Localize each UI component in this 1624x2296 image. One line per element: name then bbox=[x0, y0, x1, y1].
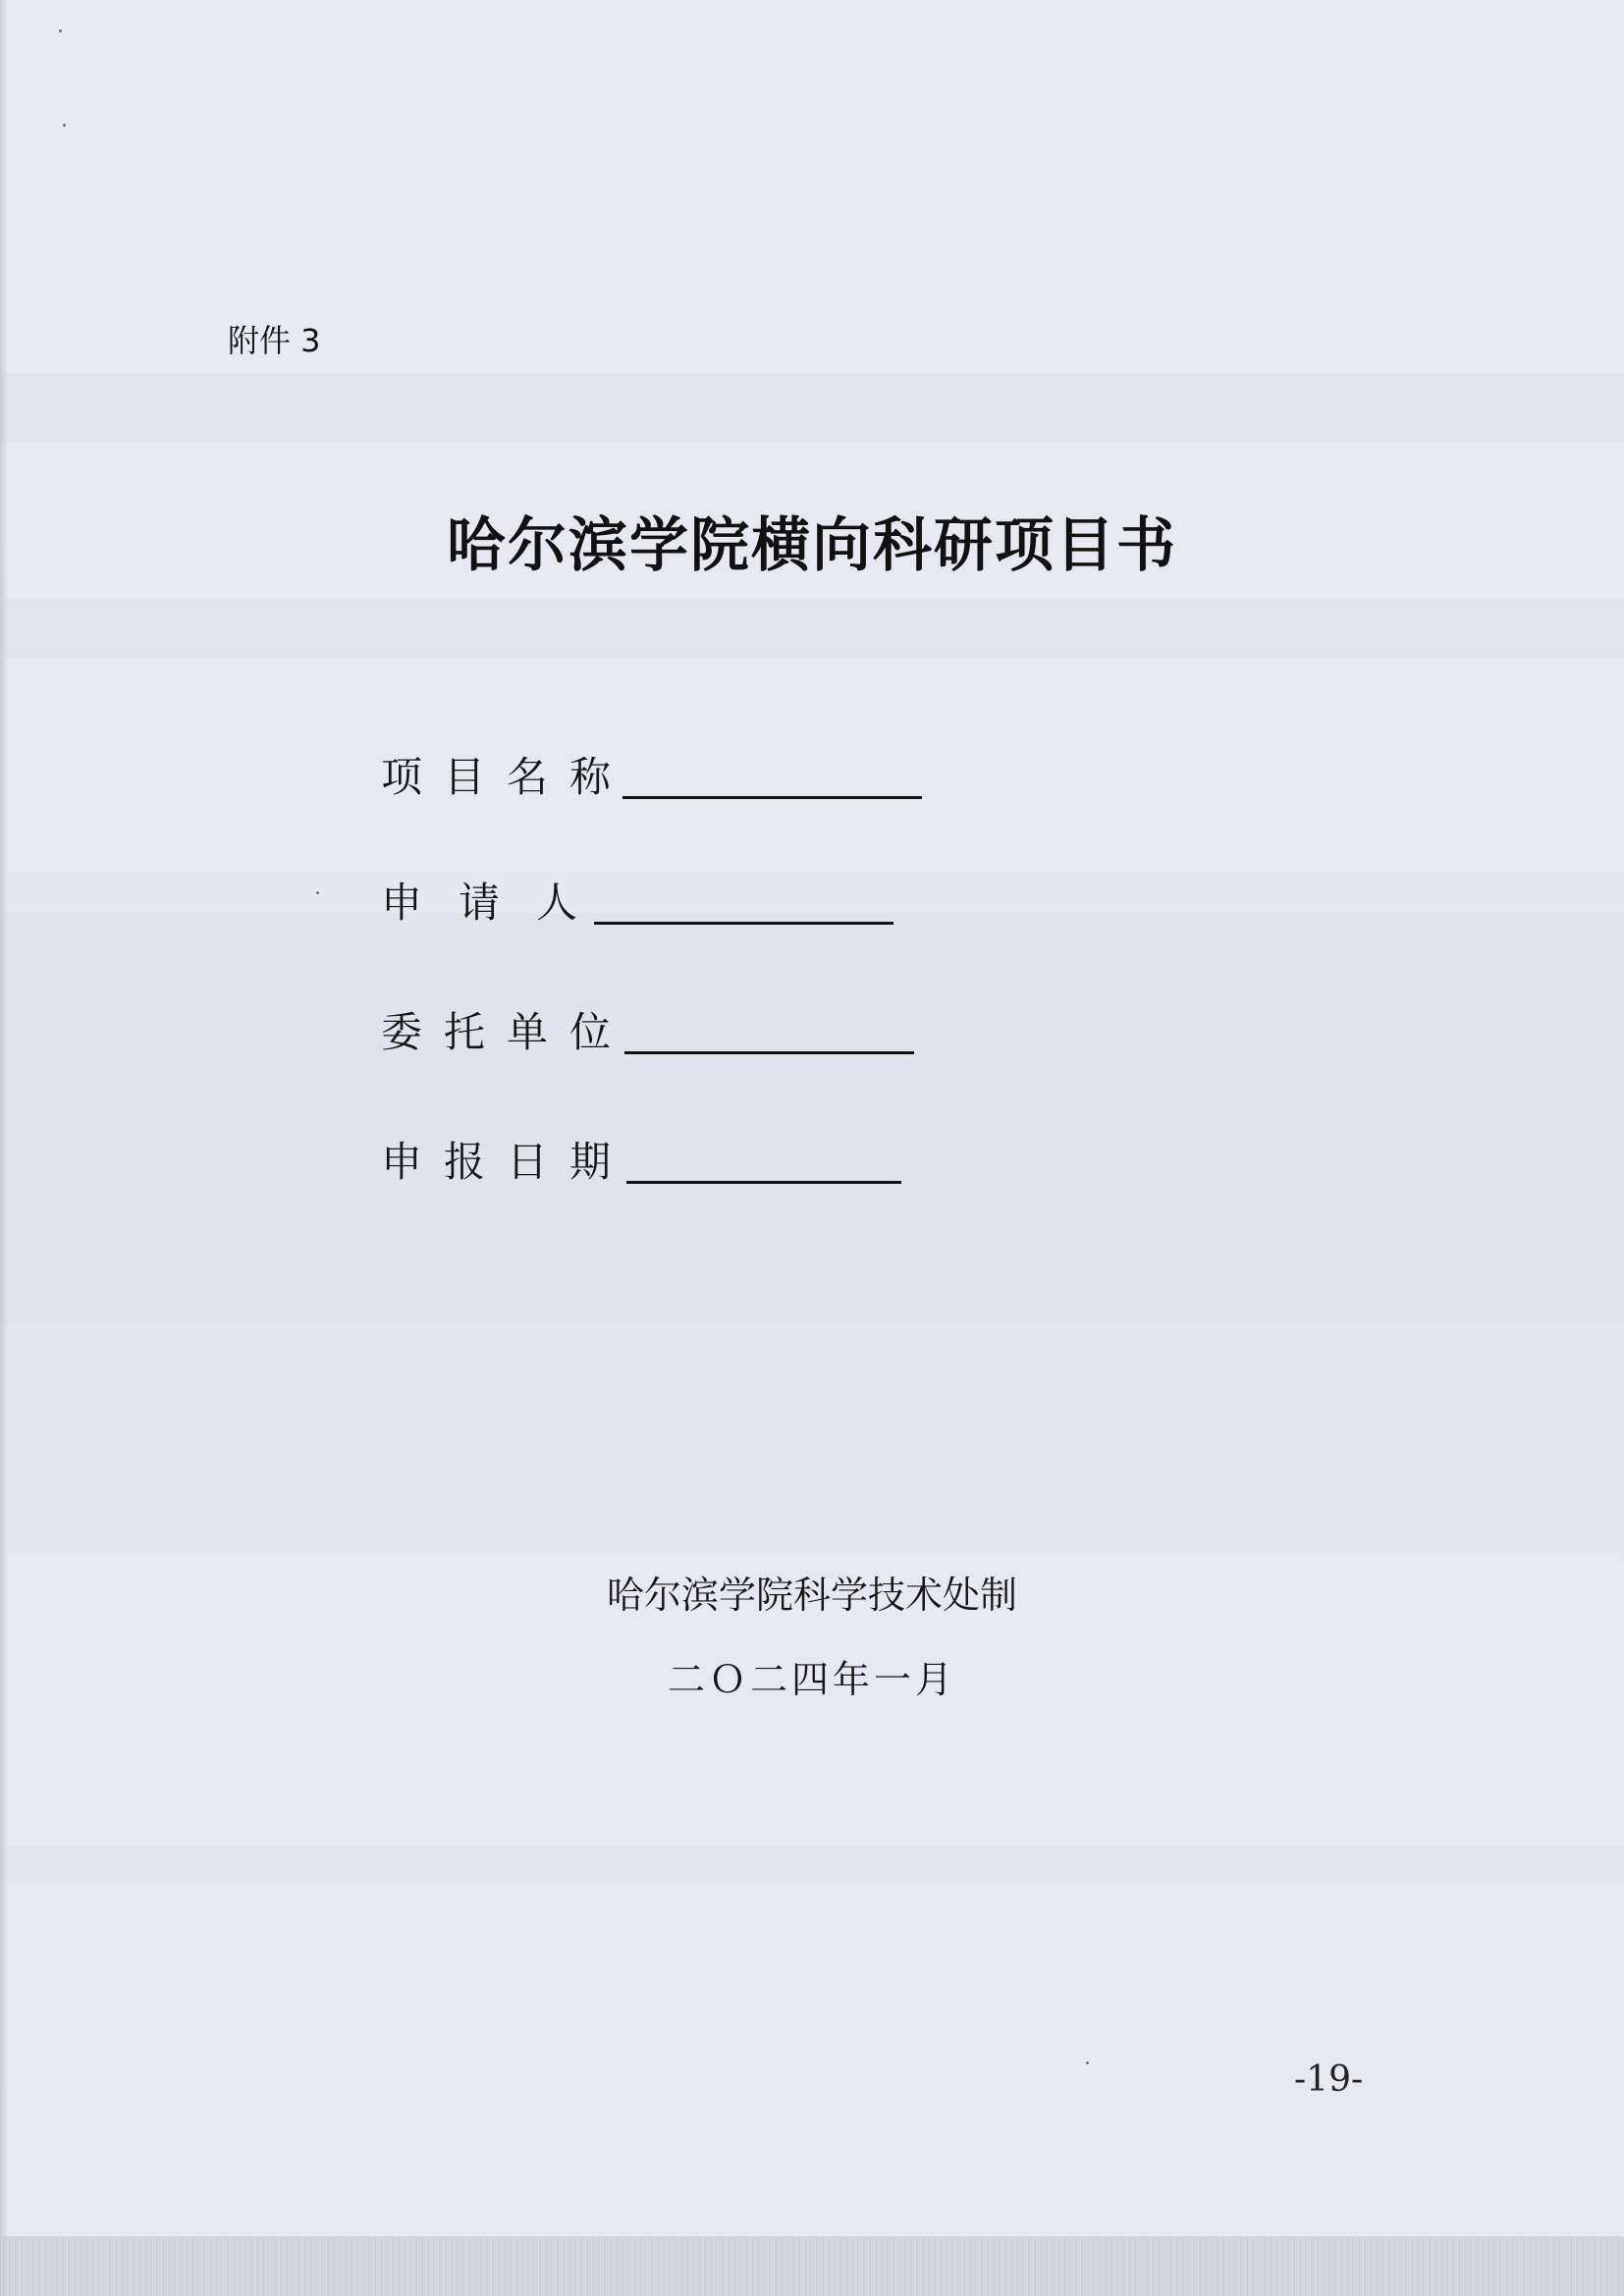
form-field-application-date bbox=[381, 1127, 901, 1188]
scan-band bbox=[0, 913, 1624, 1325]
issuing-office: 哈尔滨学院科学技术处制 bbox=[606, 1574, 1017, 1617]
document-title: 哈尔滨学院横向科研项目书 bbox=[447, 511, 1177, 580]
form-field-applicant bbox=[381, 868, 893, 929]
form-field-project-name bbox=[381, 742, 922, 803]
fill-in-line bbox=[624, 1051, 914, 1054]
scan-speck bbox=[316, 891, 319, 894]
page-number: -19- bbox=[1294, 2059, 1364, 2100]
field-label: 委托单位 bbox=[381, 1008, 633, 1056]
fill-in-line bbox=[623, 796, 922, 799]
attachment-label: 附件 3 bbox=[228, 322, 321, 359]
form-field-commissioning-unit bbox=[381, 997, 914, 1058]
scan-speck bbox=[1086, 2061, 1089, 2064]
scan-speck bbox=[59, 29, 62, 32]
field-label: 申请人 bbox=[381, 879, 615, 927]
scan-band bbox=[0, 599, 1624, 658]
field-label: 项目名称 bbox=[381, 753, 633, 801]
issue-date: 二Ｏ二四年一月 bbox=[667, 1658, 956, 1701]
scan-band bbox=[0, 373, 1624, 442]
scan-band bbox=[0, 1845, 1624, 1885]
field-label: 申报日期 bbox=[381, 1138, 633, 1186]
scan-speck bbox=[63, 124, 66, 127]
fill-in-line bbox=[594, 922, 893, 925]
fill-in-line bbox=[626, 1181, 901, 1184]
scan-bottom-noise bbox=[0, 2236, 1624, 2296]
